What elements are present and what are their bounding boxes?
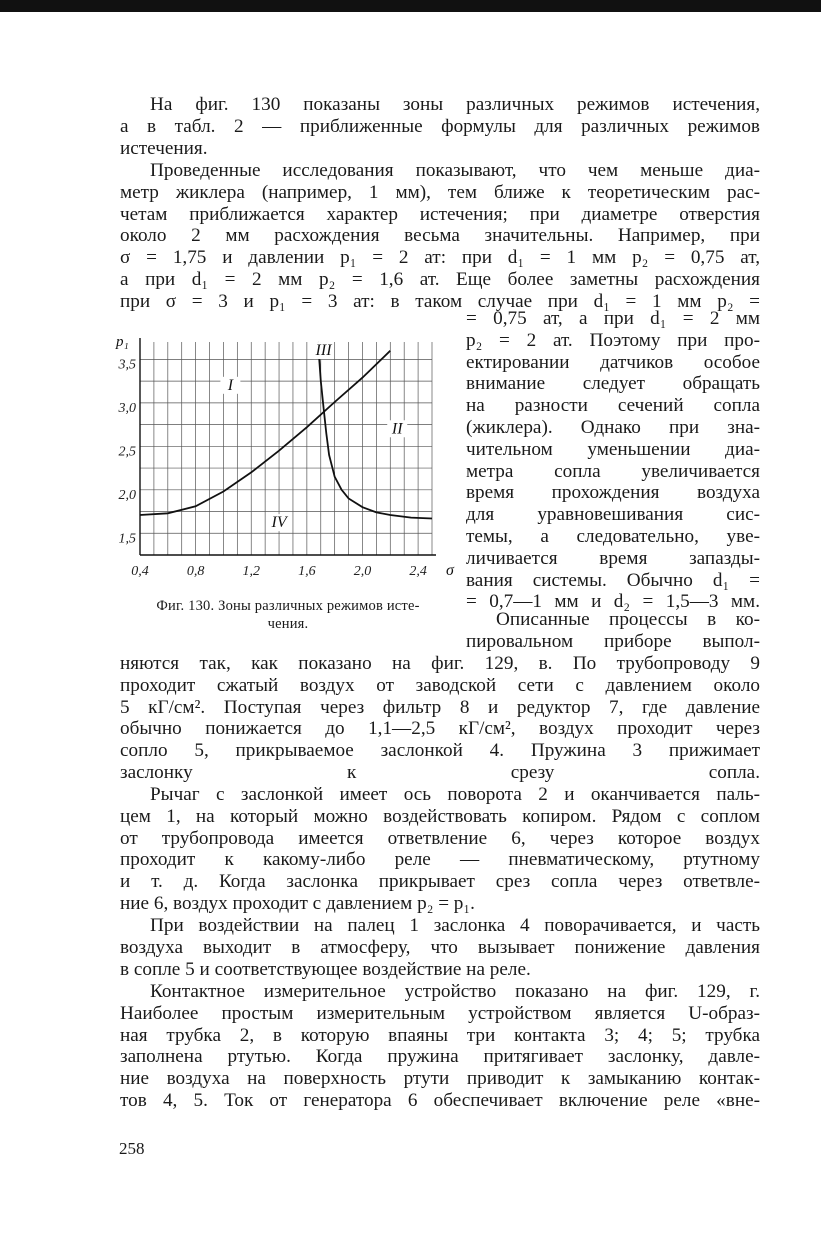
caption-line: Фиг. 130. Зоны различных режимов исте- — [156, 598, 420, 614]
text-line: = 0,75 ат, а при d₁ = 2 мм — [466, 308, 760, 329]
caption-line: чения. — [267, 616, 309, 632]
text-line: ние 6, воздух проходит с давлением p₂ = p₁. — [120, 893, 475, 914]
text-line: Описанные процессы в ко- — [496, 609, 760, 630]
x-tick-label: 1,6 — [298, 564, 316, 579]
zone-label: IV — [271, 514, 287, 532]
zone-label: I — [227, 376, 234, 394]
text-line: вания системы. Обычно d₁ = — [466, 569, 760, 591]
x-axis-label: σ — [446, 562, 454, 579]
y-axis-label: p₁ — [116, 334, 129, 350]
text-line: личивается время запазды- — [466, 547, 760, 569]
text-line: = 0,7—1 мм и d₂ = 1,5—3 мм. — [466, 591, 760, 613]
text-line: Рычаг с заслонкой имеет ось поворота 2 и оканчивается паль- — [150, 784, 760, 805]
text-line: темы, а следовательно, уве- — [466, 526, 760, 547]
x-tick-label: 2,4 — [409, 564, 427, 579]
text-line: от трубопровода имеется ответвление 6, через которое воздух — [120, 827, 760, 849]
text-line: сопло 5, прикрываемое заслонкой 4. Пружина 3 прижимает — [120, 740, 760, 762]
x-tick-label: 0,4 — [131, 564, 149, 579]
text-line: тов 4, 5. Ток от генератора 6 обеспечивает включение реле «вне- — [120, 1090, 760, 1111]
text-line: время прохождения воздуха — [466, 482, 760, 504]
y-tick-label: 1,5 — [118, 531, 136, 547]
text-line: σ = 1,75 и давлении p₁ = 2 ат: при d₁ = 1 мм p₂ = 0,75 ат, — [120, 247, 760, 269]
text-line: около 2 мм расхождения весьма значительны. Например, при — [120, 225, 760, 247]
text-line: а при d₁ = 2 мм p₂ = 1,6 ат. Еще более заметны расхождения — [120, 269, 760, 290]
text-line: обычно понижается до 1,1—2,5 кГ/см², воздух проходит через — [120, 718, 760, 740]
text-line: чительном уменьшении диа- — [466, 438, 760, 460]
text-line: 5 кГ/см². Поступая через фильтр 8 и редуктор 7, где давление — [120, 696, 760, 718]
text-line: пировальном приборе выпол- — [466, 630, 760, 652]
text-line: заполнена ртутью. Когда пружина притягивает заслонку, давле- — [120, 1046, 760, 1068]
series-curve-2 — [318, 342, 432, 519]
text-line: четам приближается характер истечения; при диаметре отверстия — [120, 203, 760, 225]
y-tick-label: 3,5 — [118, 357, 136, 373]
text-line: ная трубка 2, в которую впаяны три контакта 3; 4; 5; трубка — [120, 1024, 760, 1046]
y-tick-label: 2,0 — [118, 488, 136, 504]
text-line: p₂ = 2 ат. Поэтому при про- — [466, 329, 760, 351]
x-tick-label: 0,8 — [186, 564, 205, 579]
text-line: а в табл. 2 — приближенные формулы для различных режимов — [120, 115, 760, 137]
text-line: в сопле 5 и соответствующее воздействие на реле. — [120, 958, 531, 980]
text-line: (жиклера). Однако при зна- — [466, 417, 760, 438]
text-line: проходит к какому-либо реле — пневматическому, ртутному — [120, 849, 760, 871]
text-line: на разности сечений сопла — [466, 395, 760, 417]
text-line: истечения. — [120, 137, 208, 159]
text-line: цем 1, на который можно воздействовать копиром. Рядом с соплом — [120, 805, 760, 827]
text-line: ние воздуха на поверхность ртути приводит к замыканию контак- — [120, 1068, 760, 1090]
text-line: заслонку к срезу сопла. — [120, 762, 760, 783]
figure-130-chart — [110, 330, 455, 585]
text-line: воздуха выходит в атмосферу, что вызывает понижение давления — [120, 936, 760, 958]
text-line: проходит сжатый воздух от заводской сети с давлением около — [120, 674, 760, 696]
text-line: при σ = 3 и p₁ = 3 ат: в таком случае при d₁ = 1 мм p₂ = — [120, 290, 760, 312]
zone-label: II — [391, 420, 403, 438]
text-line: для уравновешивания сис- — [466, 504, 760, 526]
y-tick-label: 2,5 — [118, 444, 136, 460]
zone-label: III — [315, 342, 332, 360]
text-line: При воздействии на палец 1 заслонка 4 поворачивается, и часть — [150, 915, 760, 936]
page-top-border — [0, 0, 821, 12]
y-tick-label: 3,0 — [118, 401, 136, 417]
text-line: Наиболее простым измерительным устройством является U-образ- — [120, 1002, 760, 1024]
text-line: внимание следует обращать — [466, 373, 760, 395]
text-line: няются так, как показано на фиг. 129, в. По трубопроводу 9 — [120, 653, 760, 674]
x-tick-label: 2,0 — [353, 564, 372, 579]
text-line: и т. д. Когда заслонка прикрывает срез сопла через ответвле- — [120, 871, 760, 893]
text-line: ектировании датчиков особое — [466, 351, 760, 373]
text-line: метр жиклера (например, 1 мм), тем ближе к теоретическим рас- — [120, 181, 760, 203]
page-number: 258 — [119, 1139, 145, 1158]
text-line: Контактное измерительное устройство показано на фиг. 129, г. — [150, 981, 760, 1002]
text-line: метра сопла увеличивается — [466, 460, 760, 482]
text-line: На фиг. 130 показаны зоны различных режимов истечения, — [150, 94, 760, 115]
text-line: Проведенные исследования показывают, что чем меньше диа- — [150, 160, 760, 181]
figure-caption — [118, 597, 458, 633]
x-tick-label: 1,2 — [242, 564, 260, 579]
